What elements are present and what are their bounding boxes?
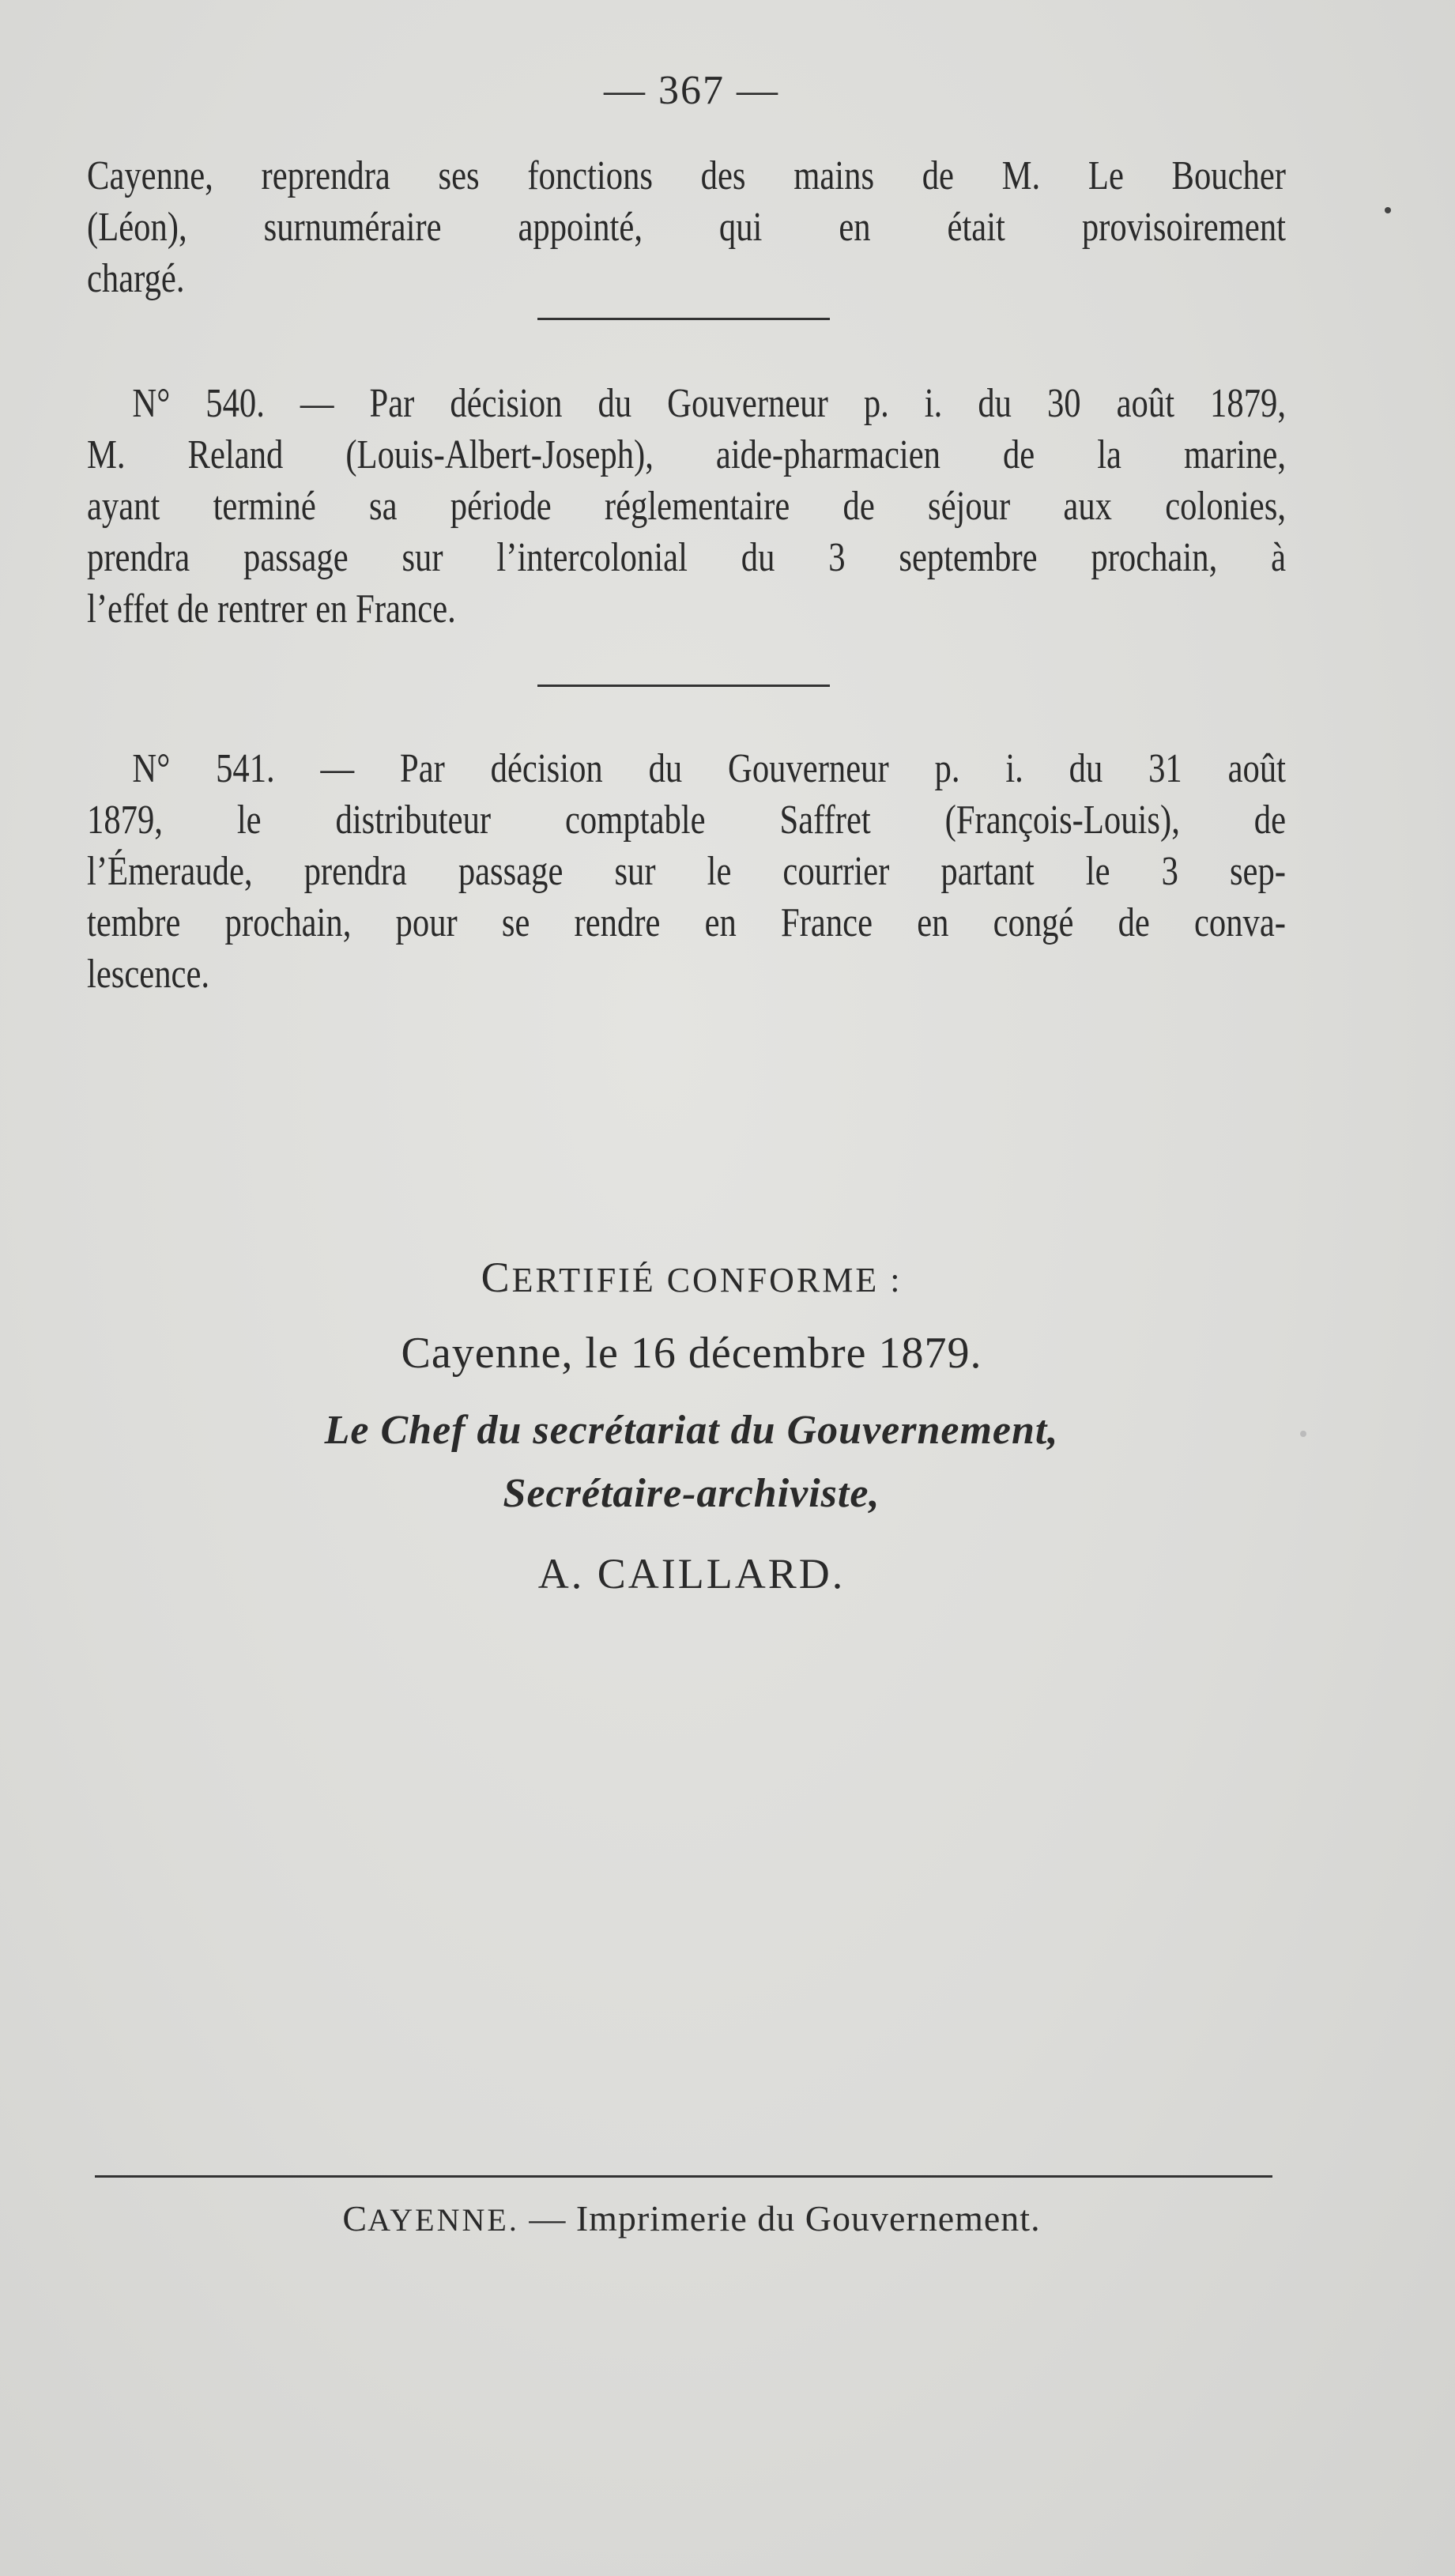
paragraph-line: Cayenne, reprendra ses fonctions des mains de M. Le Boucher xyxy=(87,153,1286,198)
signatory-subtitle: Secrétaire-archiviste, xyxy=(503,1471,880,1516)
paragraph-line: N° 540. — Par décision du Gouverneur p. i. du 30 août 1879, xyxy=(132,381,1286,426)
paragraph-line: lescence. xyxy=(87,952,210,997)
paragraph-line: M. Reland (Louis-Albert-Joseph), aide-pharmacien de la marine, xyxy=(87,432,1286,477)
section-divider xyxy=(537,685,830,687)
paragraph-line: ayant terminé sa période réglementaire de séjour aux colonies, xyxy=(87,484,1286,529)
imprint-text: — Imprimerie du Gouvernement. xyxy=(518,2198,1041,2238)
scan-speck xyxy=(1300,1431,1306,1437)
section-divider xyxy=(537,318,830,320)
certified-initial: C xyxy=(481,1254,512,1301)
paragraph-line: l’Émeraude, prendra passage sur le courrier partant le 3 sep- xyxy=(87,849,1286,894)
imprint-place-initial: C xyxy=(342,2198,368,2238)
footer-rule xyxy=(95,2175,1272,2178)
paragraph-line: 1879, le distributeur comptable Saffret (François-Louis), de xyxy=(87,798,1286,843)
page-number: — 367 — xyxy=(604,68,779,113)
signatory-name: A. CAILLARD. xyxy=(537,1550,846,1597)
signatory-title: Le Chef du secrétariat du Gouvernement, xyxy=(324,1408,1059,1453)
paragraph-line: l’effet de rentrer en France. xyxy=(87,586,456,632)
imprint-place-rest: AYENNE. xyxy=(368,2202,519,2238)
paragraph-decision-541 xyxy=(87,743,1286,1000)
scan-speck xyxy=(1385,207,1391,213)
paragraph-line: prendra passage sur l’intercolonial du 3 septembre prochain, à xyxy=(87,535,1286,580)
paragraph-decision-540 xyxy=(87,378,1286,635)
printer-imprint xyxy=(0,2197,1383,2239)
paragraph-continuation xyxy=(87,150,1286,304)
paragraph-line: N° 541. — Par décision du Gouverneur p. i. du 31 août xyxy=(132,746,1286,791)
paragraph-line: (Léon), surnuméraire appointé, qui en était provisoirement xyxy=(87,205,1286,250)
paragraph-line: tembre prochain, pour se rendre en France en congé de conva- xyxy=(87,900,1286,945)
certified-rest: ERTIFIÉ CONFORME : xyxy=(511,1261,903,1299)
paragraph-line: chargé. xyxy=(87,256,185,301)
certified-heading xyxy=(0,1253,1383,1302)
certification-date: Cayenne, le 16 décembre 1879. xyxy=(401,1329,982,1378)
